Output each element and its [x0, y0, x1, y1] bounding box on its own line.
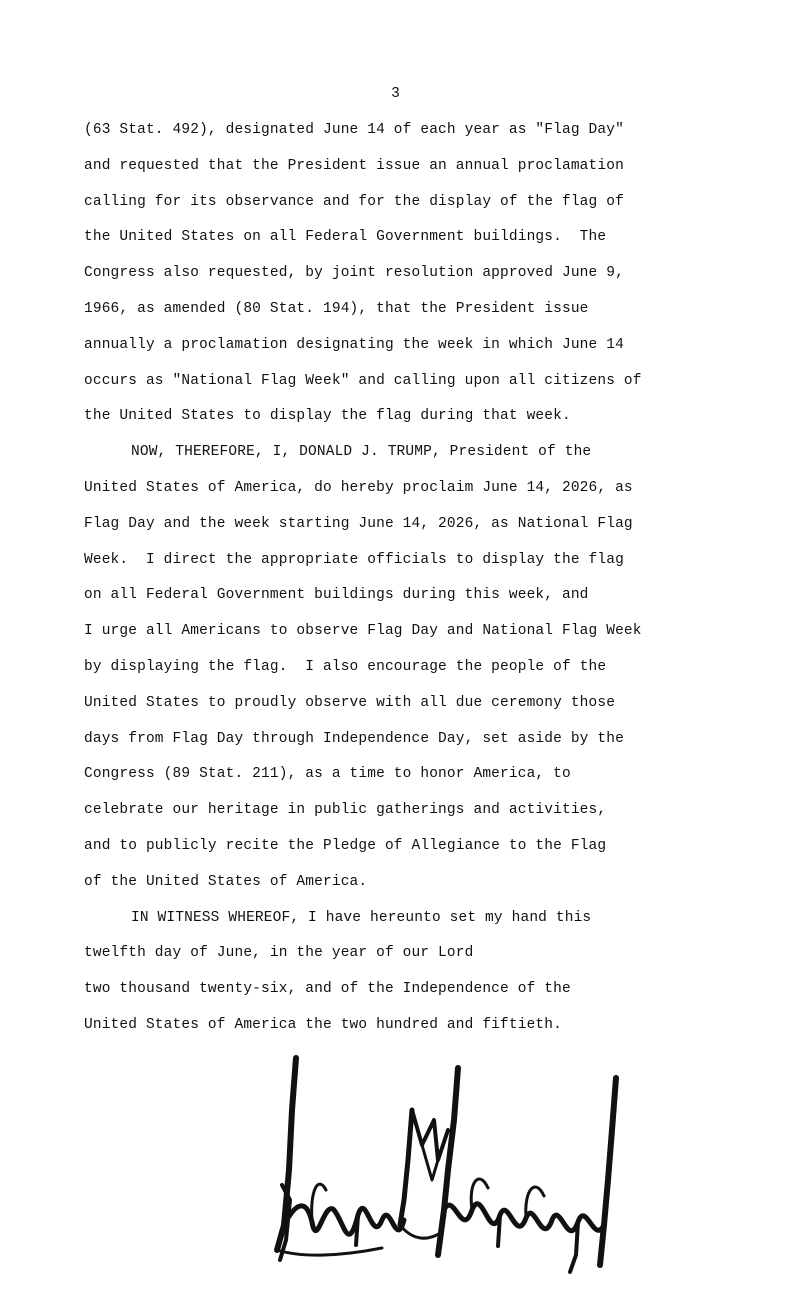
page-number: 3: [391, 86, 400, 102]
paragraph-2-line-7: by displaying the flag. I also encourage the people of the: [84, 658, 607, 675]
paragraph-3-line-2: twelfth day of June, in the year of our Lord: [84, 945, 474, 962]
paragraph-1-line-8: occurs as "National Flag Week" and calling upon all citizens of: [84, 372, 642, 389]
paragraph-2-line-11: celebrate our heritage in public gatherings and activities,: [84, 802, 607, 819]
paragraph-3-line-1: IN WITNESS WHEREOF, I have hereunto set my hand this: [131, 909, 592, 926]
paragraph-2-line-13: of the United States of America.: [84, 873, 368, 890]
paragraph-1-line-4: the United States on all Federal Government buildings. The: [84, 229, 607, 246]
paragraph-1-line-5: Congress also requested, by joint resolution approved June 9,: [84, 265, 624, 282]
paragraph-2-line-3: Flag Day and the week starting June 14, 2026, as National Flag: [84, 515, 633, 532]
paragraph-2-line-8: United States to proudly observe with all due ceremony those: [84, 694, 616, 711]
paragraph-1-line-2: and requested that the President issue an annual proclamation: [84, 157, 624, 174]
paragraph-2-line-10: Congress (89 Stat. 211), as a time to honor America, to: [84, 766, 571, 783]
paragraph-2-line-5: on all Federal Government buildings during this week, and: [84, 587, 589, 604]
paragraph-1-line-7: annually a proclamation designating the week in which June 14: [84, 336, 624, 353]
paragraph-3-line-3: two thousand twenty-six, and of the Independence of the: [84, 981, 571, 998]
paragraph-3-line-4: United States of America the two hundred and fiftieth.: [84, 1016, 562, 1033]
paragraph-2-line-1: NOW, THEREFORE, I, DONALD J. TRUMP, President of the: [131, 444, 592, 461]
paragraph-2-line-2: United States of America, do hereby proclaim June 14, 2026, as: [84, 479, 633, 496]
paragraph-2-line-12: and to publicly recite the Pledge of Allegiance to the Flag: [84, 837, 607, 854]
paragraph-2-line-6: I urge all Americans to observe Flag Day and National Flag Week: [84, 623, 642, 640]
paragraph-1-line-3: calling for its observance and for the display of the flag of: [84, 193, 624, 210]
paragraph-1-line-6: 1966, as amended (80 Stat. 194), that the President issue: [84, 300, 589, 317]
document-body: [84, 113, 744, 1044]
paragraph-2-line-9: days from Flag Day through Independence Day, set aside by the: [84, 730, 624, 747]
signature-icon: [262, 1050, 642, 1280]
paragraph-2-line-4: Week. I direct the appropriate officials to display the flag: [84, 551, 624, 568]
paragraph-1-line-9: the United States to display the flag during that week.: [84, 408, 571, 425]
paragraph-1-line-1: (63 Stat. 492), designated June 14 of each year as "Flag Day": [84, 122, 624, 138]
